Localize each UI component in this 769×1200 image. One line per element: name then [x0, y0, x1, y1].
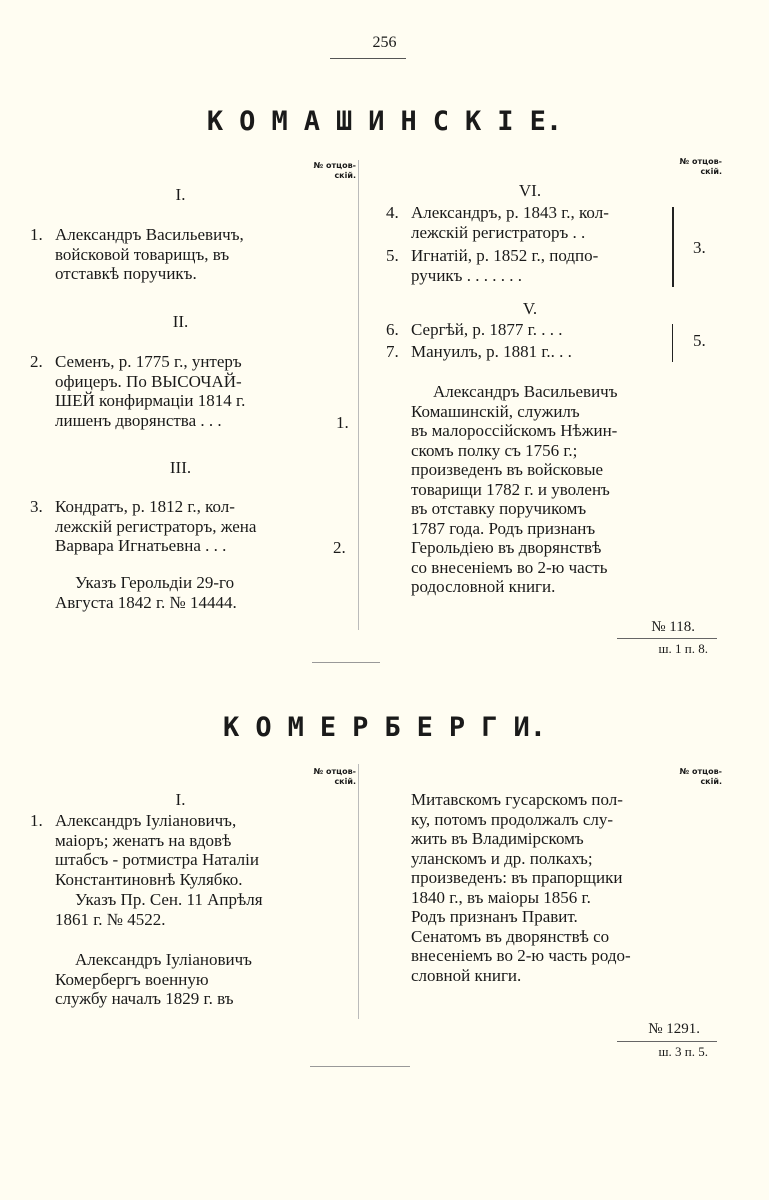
- history-line: товарищи 1782 г. и уволенъ: [411, 479, 610, 499]
- decree-text: [55, 890, 310, 929]
- title-letter: К: [206, 106, 224, 137]
- history-line: со внесеніемъ во 2-ю часть: [411, 557, 608, 577]
- title-letter: Е.: [529, 106, 563, 137]
- title-letter: С: [432, 106, 450, 137]
- history-line: ку, потомъ продолжалъ слу-: [411, 809, 614, 829]
- genealogy-entry: [386, 342, 666, 362]
- entry-line: Константиновнѣ Кулябко.: [55, 869, 243, 889]
- history-line: Родъ признанъ Правит.: [411, 907, 578, 926]
- entry-line: Александръ, р. 1843 г., кол-: [411, 203, 609, 222]
- history-line: 1787 года. Родъ признанъ: [411, 518, 596, 538]
- generation-roman: III.: [169, 458, 192, 477]
- generation-roman: I.: [175, 185, 186, 204]
- entry-line: войсковой товарищъ, въ: [55, 244, 230, 264]
- history-line: въ отставку поручикомъ: [411, 499, 587, 518]
- footer-rule: [617, 638, 717, 639]
- title-letter: К: [223, 712, 240, 743]
- history-line: Александръ Іуліановичъ: [75, 950, 252, 969]
- title-letter: А: [303, 106, 320, 137]
- column-header-left: № отцов- скій.: [313, 161, 356, 180]
- entry-number: 1.: [30, 811, 43, 830]
- bracket: [672, 207, 674, 287]
- title-letter: М: [287, 712, 304, 743]
- history-line: Александръ Васильевичъ: [433, 382, 618, 401]
- title-letter: Г: [481, 712, 498, 743]
- genealogy-entry: [386, 203, 666, 242]
- title-letter: Р: [448, 712, 466, 743]
- history-line: жить въ Владимірскомъ: [411, 829, 584, 848]
- generation-roman: V.: [522, 299, 538, 318]
- entry-line: лежскій регистраторъ . .: [411, 222, 586, 242]
- generation-roman: VI.: [518, 181, 542, 200]
- entry-line: Сергѣй, р. 1877 г. . . .: [411, 320, 563, 339]
- entry-line: офицеръ. По ВЫСОЧАЙ-: [55, 371, 242, 391]
- column-header-right: № отцов- скій.: [679, 767, 722, 786]
- entry-line: отставкѣ поручикъ.: [55, 264, 197, 283]
- entry-line: маіоръ; женатъ на вдовѣ: [55, 830, 232, 850]
- history-line: Комашинскій, служилъ: [411, 401, 580, 421]
- title-letter: Р: [352, 712, 369, 743]
- section1-title: [0, 106, 769, 137]
- entry-line: Игнатій, р. 1852 г., подпо-: [411, 246, 599, 265]
- father-ref: 5.: [693, 331, 706, 350]
- column-header-left: № отцов- скій.: [313, 767, 356, 786]
- page-number-rule: [330, 58, 406, 59]
- title-letter: О: [255, 712, 272, 743]
- record-number: № 118.: [651, 619, 695, 635]
- genealogy-entry: [30, 352, 310, 430]
- father-ref: 2.: [333, 538, 346, 557]
- history-line: уланскомъ и др. полкахъ;: [411, 848, 593, 868]
- column-divider: [358, 764, 359, 1019]
- title-letter: И.: [513, 712, 546, 743]
- history-line: Митавскомъ гусарскомъ пол-: [411, 790, 623, 809]
- page-number: 256: [372, 34, 397, 51]
- history-line: Сенатомъ въ дворянствѣ со: [411, 926, 610, 946]
- decree-text: [55, 573, 310, 612]
- history-line: произведенъ въ войсковые: [411, 460, 604, 479]
- title-letter: Б: [384, 712, 401, 743]
- decree-line: Указъ Пр. Сен. 11 Апрѣля: [75, 890, 263, 909]
- generation-roman: I.: [175, 790, 186, 809]
- title-letter: М: [271, 106, 288, 137]
- entry-number: 4.: [386, 203, 399, 222]
- entry-line: лежскій регистраторъ, жена: [55, 516, 257, 536]
- entry-line: Варвара Игнатьевна . . .: [55, 536, 227, 555]
- history-line: словной книги.: [411, 965, 522, 985]
- entry-line: Кондратъ, р. 1812 г., кол-: [55, 497, 235, 516]
- decree-line: Указъ Герольдіи 29-го: [75, 573, 235, 592]
- column-divider: [358, 160, 359, 630]
- section-separator: [312, 662, 380, 663]
- family-history: [411, 790, 666, 985]
- family-history: [411, 382, 666, 597]
- history-line: внесеніемъ во 2-ю часть родо-: [411, 946, 631, 965]
- title-letter: Н: [400, 106, 417, 137]
- bracket: [672, 324, 673, 362]
- section2-title: [0, 712, 769, 743]
- entry-line: лишенъ дворянства . . .: [55, 410, 222, 430]
- history-line: Комербергъ военную: [55, 969, 209, 989]
- decree-line: 1861 г. № 4522.: [55, 909, 166, 929]
- genealogy-entry: [386, 246, 666, 285]
- title-letter: Е: [416, 712, 433, 743]
- title-letter: І: [497, 106, 514, 137]
- entry-number: 1.: [30, 225, 43, 244]
- father-ref: 3.: [693, 238, 706, 257]
- history-line: произведенъ: въ прапорщики: [411, 868, 623, 887]
- title-letter: Ш: [335, 106, 353, 137]
- record-location: ш. 1 п. 8.: [658, 641, 708, 656]
- entry-line: штабсъ - ротмистра Наталіи: [55, 850, 259, 869]
- title-letter: Е: [319, 712, 337, 743]
- title-letter: О: [239, 106, 256, 137]
- section-separator: [310, 1066, 410, 1067]
- history-line: скомъ полку съ 1756 г.;: [411, 440, 578, 460]
- entry-line: Мануилъ, р. 1881 г.. . .: [411, 342, 572, 361]
- father-ref: 1.: [336, 413, 349, 432]
- entry-line: ручикъ . . . . . . .: [411, 265, 522, 285]
- entry-number: 2.: [30, 352, 43, 371]
- history-line: родословной книги.: [411, 577, 556, 596]
- genealogy-entry: [30, 497, 310, 556]
- record-location: ш. 3 п. 5.: [658, 1044, 708, 1059]
- entry-number: 6.: [386, 320, 399, 339]
- entry-line: ШЕЙ конфирмаціи 1814 г.: [55, 391, 246, 410]
- decree-line: Августа 1842 г. № 14444.: [55, 592, 237, 612]
- title-letter: И: [368, 106, 385, 137]
- entry-number: 5.: [386, 246, 399, 265]
- entry-number: 3.: [30, 497, 43, 516]
- history-line: Герольдіею въ дворянствѣ: [411, 538, 602, 557]
- generation-roman: II.: [172, 312, 189, 331]
- family-history: [55, 950, 310, 1009]
- history-line: службу началъ 1829 г. въ: [55, 989, 234, 1008]
- column-header-right: № отцов- скій.: [679, 157, 722, 176]
- history-line: въ малороссійскомъ Нѣжин-: [411, 421, 618, 440]
- title-letter: К: [465, 106, 482, 137]
- genealogy-entry: [386, 320, 666, 340]
- footer-rule: [617, 1041, 717, 1042]
- genealogy-entry: [30, 225, 310, 284]
- entry-line: Семенъ, р. 1775 г., унтеръ: [55, 352, 242, 371]
- record-number: № 1291.: [648, 1021, 700, 1037]
- entry-number: 7.: [386, 342, 399, 361]
- history-line: 1840 г., въ маіоры 1856 г.: [411, 887, 591, 907]
- genealogy-entry: [30, 811, 310, 889]
- entry-line: Александръ Васильевичъ,: [55, 225, 244, 244]
- entry-line: Александръ Іуліановичъ,: [55, 811, 237, 830]
